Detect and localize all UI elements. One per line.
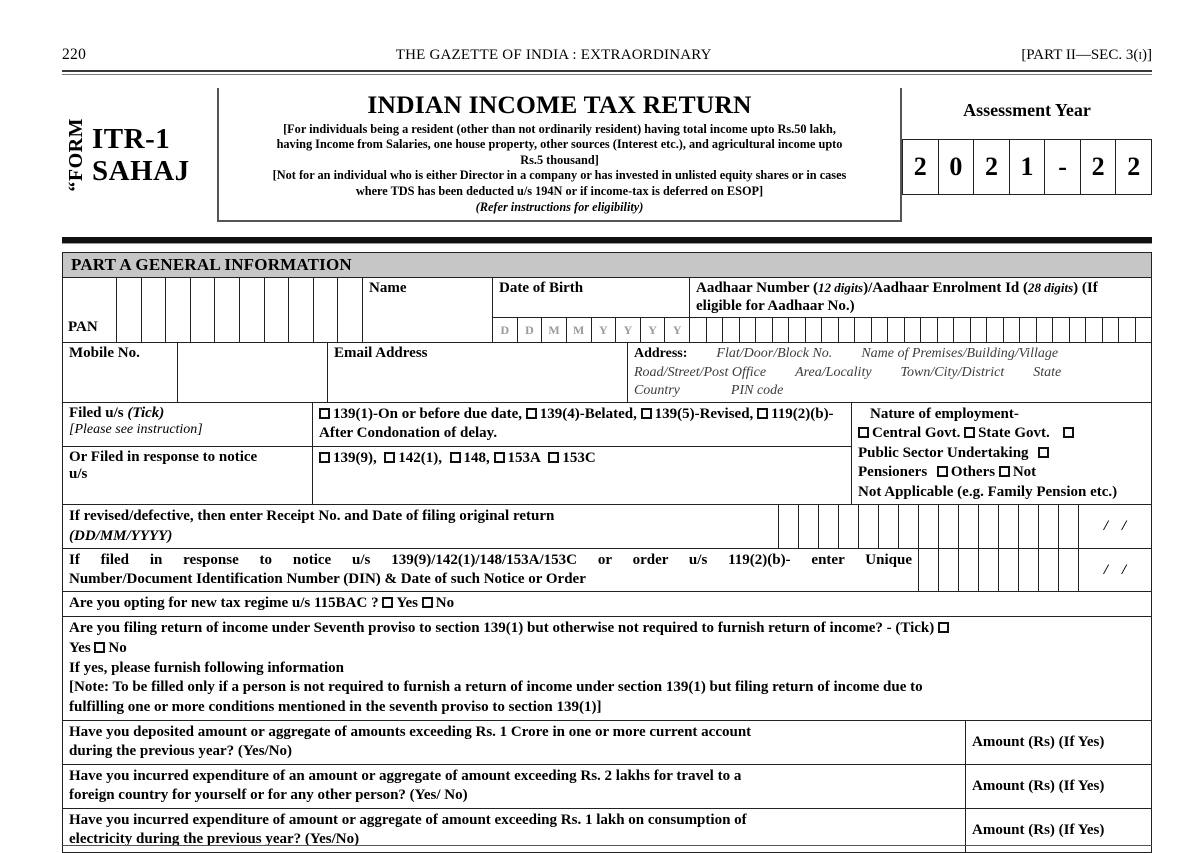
address-line-3 <box>634 382 1145 400</box>
aadhaar-cell[interactable] <box>1037 318 1054 342</box>
option-139-4[interactable]: 139(4)-Belated, <box>539 405 637 422</box>
din-row <box>63 549 1151 592</box>
question-travel-amount-label: Amount (Rs) (If Yes) <box>972 777 1105 794</box>
form-code-line1: ITR-1 <box>92 122 171 155</box>
eligibility-line-4: [Not for an individual who is either Director in a company or has invested in unlisted equity shares or in cases <box>272 168 847 183</box>
aadhaar-cell[interactable] <box>1086 318 1103 342</box>
pan-cell[interactable] <box>142 278 167 342</box>
checkbox-not-applicable-icon[interactable] <box>999 466 1010 477</box>
aadhaar-cell[interactable] <box>1053 318 1070 342</box>
assessment-year-label: Assessment Year <box>963 100 1091 120</box>
option-psu[interactable]: Public Sector Undertaking <box>858 444 1029 461</box>
date-of-birth-cells[interactable] <box>493 317 689 342</box>
part-a-table <box>62 252 1152 853</box>
checkbox-139-9-icon[interactable] <box>319 452 330 463</box>
aadhaar-cell[interactable] <box>855 318 872 342</box>
pan-cell[interactable] <box>240 278 265 342</box>
question-deposit-amount[interactable] <box>966 721 1151 764</box>
aadhaar-cell[interactable] <box>987 318 1004 342</box>
receipt-number-cell[interactable] <box>1019 505 1039 547</box>
address-flat-field: Flat/Door/Block No. <box>716 346 833 362</box>
identity-row <box>63 278 1151 343</box>
receipt-number-cell[interactable] <box>819 505 839 547</box>
assessment-year-digit[interactable]: 0 <box>939 140 975 194</box>
checkbox-state-govt-icon[interactable] <box>964 427 975 438</box>
aadhaar-cell[interactable] <box>740 318 757 342</box>
revised-text-line1: If revised/defective, then enter Receipt No. and Date of filing original return <box>69 508 555 525</box>
revised-text-line2: (DD/MM/YYYY) <box>69 527 173 544</box>
aadhaar-cell[interactable] <box>1070 318 1087 342</box>
form-code <box>92 123 190 188</box>
assessment-year-block <box>902 88 1152 222</box>
date-of-birth-field <box>493 278 690 342</box>
mobile-label: Mobile No. <box>63 343 178 402</box>
question-electricity-line2: electricity during the previous year? (Yes/No) <box>69 831 360 848</box>
aadhaar-cell[interactable] <box>1119 318 1136 342</box>
employment-options-line3[interactable] <box>858 463 1145 483</box>
assessment-year-separator: - <box>1045 140 1081 194</box>
pan-input-cells[interactable] <box>117 278 363 342</box>
option-not-applicable: Not Applicable (e.g. Family Pension etc.) <box>858 483 1118 500</box>
question-row-travel <box>63 765 1151 809</box>
address-field[interactable] <box>628 343 1151 402</box>
question-electricity-line1: Have you incurred expenditure of amount or aggregate of amount exceeding Rs. 1 lakh on consumption of <box>69 811 747 828</box>
question-deposit-line2: during the previous year? (Yes/No) <box>69 743 293 760</box>
checkbox-seventh-proviso-tick-icon[interactable] <box>938 622 949 633</box>
notice-label-line1: Or Filed in response to notice <box>69 448 258 465</box>
receipt-number-cell[interactable] <box>899 505 919 547</box>
aadhaar-field <box>690 278 1151 342</box>
aadhaar-cell[interactable] <box>971 318 988 342</box>
notice-label <box>63 447 313 505</box>
checkbox-others-icon[interactable] <box>937 466 948 477</box>
din-text <box>63 549 919 591</box>
option-153a[interactable]: 153A <box>507 449 541 466</box>
option-153c[interactable]: 153C <box>562 449 596 466</box>
assessment-year-digit[interactable]: 2 <box>1081 140 1117 194</box>
page-number: 220 <box>62 46 87 63</box>
form-masthead <box>62 88 1152 222</box>
aadhaar-label-part2: )/Aadhaar Enrolment Id ( <box>863 280 1029 296</box>
aadhaar-label <box>690 278 1151 317</box>
revised-return-row <box>63 505 1151 548</box>
new-tax-regime-row <box>63 592 1151 617</box>
email-field[interactable] <box>328 343 628 402</box>
receipt-number-cell[interactable] <box>879 505 899 547</box>
receipt-number-cell[interactable] <box>779 505 799 547</box>
pan-label: PAN <box>63 278 117 342</box>
din-text-line2: Number/Document Identification Number (DIN) & Date of such Notice or Order <box>69 571 586 587</box>
aadhaar-cell[interactable] <box>707 318 724 342</box>
checkbox-139-5-icon[interactable] <box>641 408 652 419</box>
din-cell[interactable] <box>1059 549 1079 591</box>
receipt-number-cell[interactable] <box>999 505 1019 547</box>
checkbox-148-icon[interactable] <box>450 452 461 463</box>
checkbox-139-1-icon[interactable] <box>319 408 330 419</box>
checkbox-139-4-icon[interactable] <box>526 408 537 419</box>
receipt-number-cell[interactable] <box>839 505 859 547</box>
option-central-govt[interactable]: Central Govt. <box>872 425 961 442</box>
pan-cell[interactable] <box>289 278 314 342</box>
aadhaar-digits-28: 28 digits <box>1028 280 1074 295</box>
notice-options[interactable] <box>313 447 851 505</box>
aadhaar-cell[interactable] <box>1020 318 1037 342</box>
eligibility-line-3: Rs.5 thousand] <box>520 152 599 167</box>
option-pensioners[interactable]: Pensioners <box>858 464 928 481</box>
aadhaar-label-part1: Aadhaar Number ( <box>696 280 818 296</box>
question-travel-amount[interactable] <box>966 765 1151 808</box>
form-title-block <box>217 88 902 222</box>
assessment-year-digit[interactable]: 1 <box>1010 140 1046 194</box>
filed-us-options[interactable] <box>313 403 851 446</box>
footer-rule <box>62 845 1152 849</box>
din-cell[interactable] <box>1019 549 1039 591</box>
address-pin-field: PIN code <box>730 382 784 398</box>
new-regime-yes[interactable]: Yes <box>396 595 419 612</box>
dob-cell-y[interactable]: Y <box>592 318 617 342</box>
dob-cell-m[interactable]: M <box>567 318 592 342</box>
address-country-field: Country <box>634 382 680 398</box>
aadhaar-cell[interactable] <box>839 318 856 342</box>
filed-us-tick: (Tick) <box>127 404 165 421</box>
aadhaar-input-cells[interactable] <box>690 317 1151 342</box>
checkbox-153c-icon[interactable] <box>548 452 559 463</box>
address-state-field: State <box>1033 364 1062 380</box>
receipt-number-cells[interactable] <box>779 505 1079 547</box>
form-word-label: “FORM <box>65 118 87 192</box>
employment-options-line4 <box>858 483 1145 503</box>
pan-cell[interactable] <box>265 278 290 342</box>
assessment-year-cells[interactable] <box>902 139 1152 195</box>
seventh-proviso-yes[interactable]: Yes <box>69 639 91 656</box>
address-town-field: Town/City/District <box>900 364 1005 380</box>
checkbox-seventh-proviso-no-icon[interactable] <box>94 642 105 653</box>
option-148[interactable]: 148, <box>463 449 490 466</box>
aadhaar-cell[interactable] <box>773 318 790 342</box>
eligibility-line-1: [For individuals being a resident (other than not ordinarily resident) having total income upto Rs.50 lakh, <box>283 122 836 136</box>
aadhaar-cell[interactable] <box>1136 318 1152 342</box>
receipt-number-cell[interactable] <box>1039 505 1059 547</box>
din-cell[interactable] <box>959 549 979 591</box>
option-state-govt[interactable]: State Govt. <box>978 425 1050 442</box>
seventh-proviso-note-line2: fulfilling one or more conditions mentioned in the seventh proviso to section 139(1)] <box>69 699 602 716</box>
employment-heading: Nature of employment- <box>870 405 1019 422</box>
option-139-5[interactable]: 139(5)-Revised, <box>654 405 754 422</box>
original-return-date[interactable] <box>1079 505 1151 547</box>
aadhaar-cell[interactable] <box>888 318 905 342</box>
din-text-line1: If filed in response to notice u/s 139(9)/142(1)/148/153A/153C or order u/s 119(2)(b)- enter Unique <box>69 551 912 568</box>
name-label: Name <box>369 280 407 296</box>
notice-order-date[interactable] <box>1079 549 1151 591</box>
assessment-year-digit[interactable]: 2 <box>974 140 1010 194</box>
dob-cell-d[interactable]: D <box>493 318 518 342</box>
dob-cell-y[interactable]: Y <box>672 322 682 337</box>
din-number-cells[interactable] <box>919 549 1079 591</box>
question-deposit-line1: Have you deposited amount or aggregate of amounts exceeding Rs. 1 Crore in one or more current account <box>69 723 752 740</box>
aadhaar-cell[interactable] <box>756 318 773 342</box>
din-date-sep-1: / <box>1103 561 1108 578</box>
filed-us-text: Filed u/s <box>69 404 124 421</box>
receipt-number-cell[interactable] <box>859 505 879 547</box>
eligibility-line-2: having Income from Salaries, one house property, other sources (Interest etc.), and agricultural income upto <box>276 137 843 152</box>
pan-cell[interactable] <box>314 278 339 342</box>
option-others[interactable]: Others <box>950 464 996 481</box>
seventh-proviso-no[interactable]: No <box>108 639 127 656</box>
assessment-year-digit[interactable]: 2 <box>903 140 939 194</box>
aadhaar-cell[interactable] <box>872 318 889 342</box>
aadhaar-cell[interactable] <box>690 318 707 342</box>
question-row-deposit <box>63 721 1151 765</box>
address-line-1 <box>634 345 1145 363</box>
mobile-input[interactable] <box>178 343 328 402</box>
employment-options-line2[interactable] <box>858 444 1145 464</box>
aadhaar-digits-12: 12 digits <box>817 280 864 295</box>
aadhaar-cell[interactable] <box>806 318 823 342</box>
refer-instructions-note: (Refer instructions for eligibility) <box>475 200 644 215</box>
option-119-2b[interactable]: 119(2)(b)- After Condonation of delay. <box>319 405 834 442</box>
checkbox-142-1-icon[interactable] <box>384 452 395 463</box>
pan-cell[interactable] <box>117 278 142 342</box>
aadhaar-cell[interactable] <box>789 318 806 342</box>
checkbox-new-regime-no-icon[interactable] <box>422 597 433 608</box>
seventh-proviso-furnish-note: If yes, please furnish following information <box>69 659 345 676</box>
new-regime-text: Are you opting for new tax regime u/s 115BAC ? <box>69 595 379 612</box>
form-identifier <box>62 88 217 222</box>
aadhaar-cell[interactable] <box>921 318 938 342</box>
dob-cell-y[interactable]: Y <box>641 318 666 342</box>
question-travel-line2: foreign country for yourself or for any other person? (Yes/ No) <box>69 787 468 804</box>
pan-cell[interactable] <box>166 278 191 342</box>
name-field[interactable] <box>363 278 493 342</box>
eligibility-line-5: where TDS has been deducted u/s 194N or if income-tax is deferred on ESOP] <box>355 183 764 198</box>
receipt-number-cell[interactable] <box>1059 505 1079 547</box>
din-cell[interactable] <box>1039 549 1059 591</box>
address-line-2 <box>634 364 1145 382</box>
notice-label-line2: u/s <box>69 465 88 482</box>
form-eligibility-note <box>227 122 892 199</box>
aadhaar-cell[interactable] <box>822 318 839 342</box>
form-title: INDIAN INCOME TAX RETURN <box>367 90 752 119</box>
aadhaar-cell[interactable] <box>1004 318 1021 342</box>
part-section-ref: [PART II—SEC. 3(i)] <box>1021 47 1152 63</box>
checkbox-new-regime-yes-icon[interactable] <box>382 597 393 608</box>
dob-cell-m[interactable]: M <box>542 318 567 342</box>
address-road-field: Road/Street/Post Office <box>634 364 767 380</box>
pan-cell[interactable] <box>215 278 240 342</box>
question-electricity-amount-label: Amount (Rs) (If Yes) <box>972 821 1105 838</box>
new-tax-regime-question[interactable] <box>63 592 1151 616</box>
date-sep-1: / <box>1103 518 1108 535</box>
din-date-sep-2: / <box>1122 561 1127 578</box>
receipt-number-cell[interactable] <box>919 505 939 547</box>
date-sep-2: / <box>1122 518 1127 535</box>
aadhaar-cell[interactable] <box>938 318 955 342</box>
din-cell[interactable] <box>999 549 1019 591</box>
seventh-proviso-block[interactable] <box>63 617 1151 720</box>
address-locality-field: Area/Locality <box>795 364 872 380</box>
contact-row <box>63 343 1151 403</box>
question-travel-text <box>63 765 966 808</box>
checkbox-pensioners-icon[interactable] <box>1038 447 1049 458</box>
aadhaar-cell[interactable] <box>1103 318 1120 342</box>
pan-cell[interactable] <box>191 278 216 342</box>
part-a-header: PART A GENERAL INFORMATION <box>63 253 1151 278</box>
question-travel-line1: Have you incurred expenditure of an amount or aggregate of amount exceeding Rs. 2 lakhs for travel to a <box>69 767 742 784</box>
question-deposit-amount-label: Amount (Rs) (If Yes) <box>972 733 1105 750</box>
receipt-number-cell[interactable] <box>799 505 819 547</box>
aadhaar-cell[interactable] <box>905 318 922 342</box>
pan-cell[interactable] <box>338 278 363 342</box>
seventh-proviso-answers[interactable] <box>69 639 1145 659</box>
din-cell[interactable] <box>939 549 959 591</box>
seventh-proviso-note-line1: [Note: To be filled only if a person is not required to furnish a return of income under section 139(1) but filing return of income due to <box>69 679 923 696</box>
new-regime-no[interactable]: No <box>435 595 455 612</box>
question-deposit-text <box>63 721 966 764</box>
header-rule <box>62 70 1152 75</box>
gazette-title: THE GAZETTE OF INDIA : EXTRAORDINARY <box>395 47 712 63</box>
option-142-1[interactable]: 142(1), <box>398 449 442 466</box>
running-head <box>62 46 1152 64</box>
receipt-number-cell[interactable] <box>959 505 979 547</box>
nature-of-employment[interactable] <box>851 403 1151 505</box>
aadhaar-cell[interactable] <box>954 318 971 342</box>
option-139-1[interactable]: 139(1)-On or before due date, <box>333 405 523 422</box>
checkbox-central-govt-icon[interactable] <box>858 427 869 438</box>
form-code-line2: SAHAJ <box>92 155 190 188</box>
aadhaar-label-part3: ) (If eligible for Aadhaar No.) <box>696 280 1098 314</box>
aadhaar-cell[interactable] <box>723 318 740 342</box>
seventh-proviso-question: Are you filing return of income under Seventh proviso to section 139(1) but otherwise not required to furnish return of income? - (Tick) <box>69 619 935 636</box>
receipt-number-cell[interactable] <box>979 505 999 547</box>
din-cell[interactable] <box>919 549 939 591</box>
address-premises-field: Name of Premises/Building/Village <box>861 346 1059 362</box>
address-label: Address: <box>634 346 688 362</box>
checkbox-153a-icon[interactable] <box>494 452 505 463</box>
din-cell[interactable] <box>979 549 999 591</box>
seventh-proviso-row <box>63 617 1151 721</box>
checkbox-psu-icon[interactable] <box>1063 427 1074 438</box>
dob-cell-y[interactable]: Y <box>616 318 641 342</box>
dob-cell-d[interactable]: D <box>518 318 543 342</box>
receipt-number-cell[interactable] <box>939 505 959 547</box>
employment-options-line1[interactable] <box>858 424 1145 444</box>
filing-status-row <box>63 403 1151 506</box>
section-divider-bar <box>62 237 1152 244</box>
checkbox-119-2b-icon[interactable] <box>757 408 768 419</box>
filed-us-label <box>63 403 313 446</box>
filed-us-note: [Please see instruction] <box>69 421 203 437</box>
option-not-applicable-prefix: Not <box>1012 464 1037 481</box>
revised-return-text <box>63 505 779 547</box>
date-of-birth-label: Date of Birth <box>499 280 584 296</box>
option-139-9[interactable]: 139(9), <box>333 449 377 466</box>
email-label: Email Address <box>334 345 428 362</box>
assessment-year-digit[interactable]: 2 <box>1116 140 1152 194</box>
